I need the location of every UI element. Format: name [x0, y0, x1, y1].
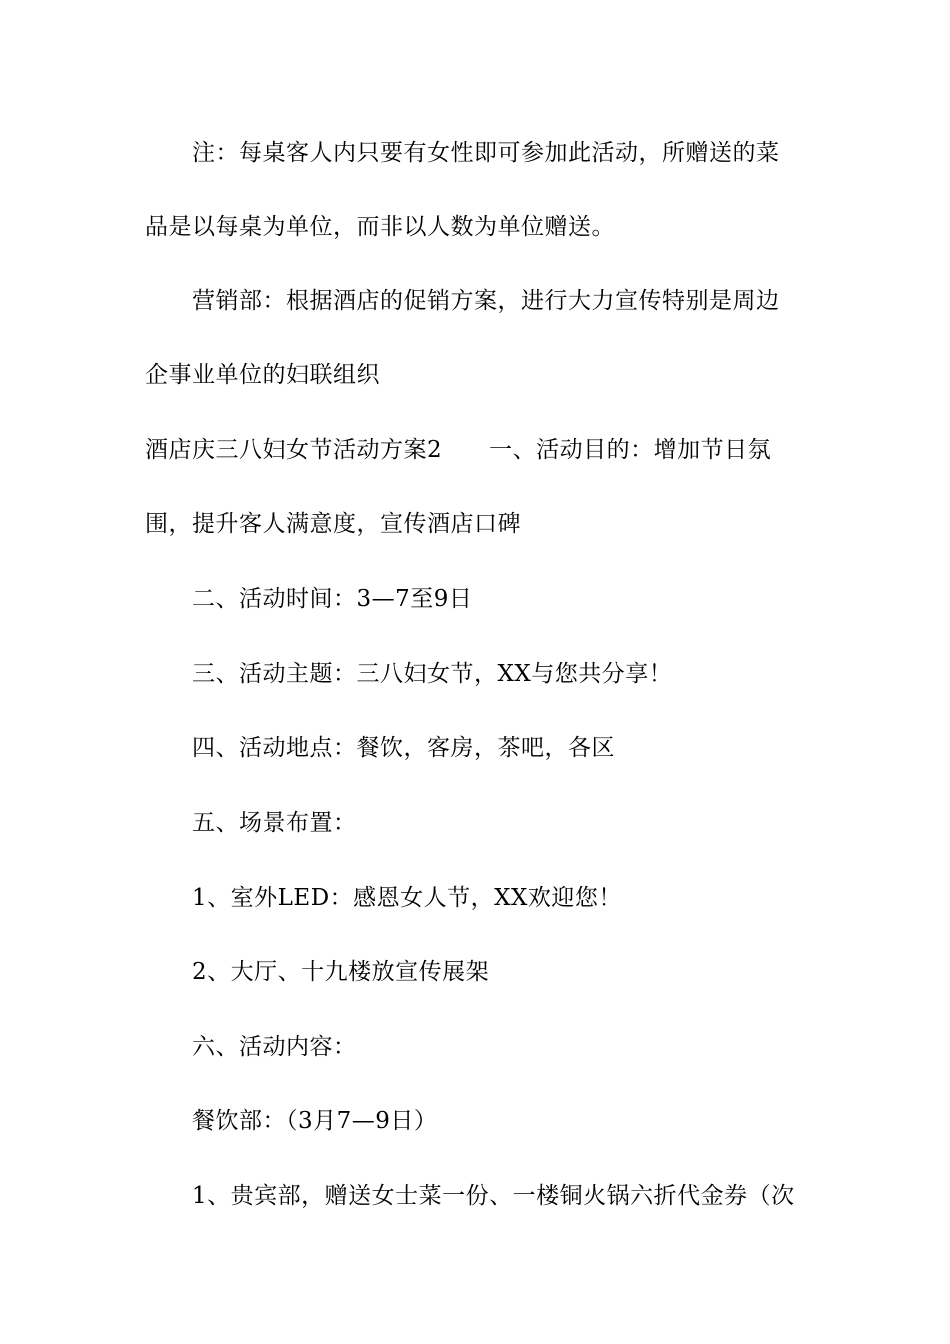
paragraph-line: 三、活动主题：三八妇女节，XX与您共分享！: [192, 661, 673, 687]
paragraph-line: 营销部：根据酒店的促销方案，进行大力宣传特别是周边: [192, 288, 780, 314]
paragraph-line: 四、活动地点：餐饮，客房，茶吧，各区: [192, 735, 615, 761]
paragraph-line: 六、活动内容：: [192, 1034, 357, 1060]
paragraph-line: 注：每桌客人内只要有女性即可参加此活动，所赠送的菜: [192, 140, 780, 166]
paragraph-line: 企事业单位的妇联组织: [145, 362, 380, 388]
paragraph-line: 1、室外LED：感恩女人节，XX欢迎您！: [192, 885, 622, 911]
paragraph-line: 品是以每桌为单位，而非以人数为单位赠送。: [145, 214, 615, 240]
paragraph-line: 1、贵宾部，赠送女士菜一份、一楼铜火锅六折代金券（次: [192, 1183, 795, 1209]
paragraph-line: 围，提升客人满意度，宣传酒店口碑: [145, 511, 521, 537]
paragraph-line: 餐饮部：（3月7—9日）: [192, 1108, 438, 1134]
paragraph-line: 二、活动时间：3—7至9日: [192, 586, 473, 612]
paragraph-line: 酒店庆三八妇女节活动方案2 一、活动目的：增加节日氛: [145, 437, 772, 463]
paragraph-line: 2、大厅、十九楼放宣传展架: [192, 959, 490, 985]
paragraph-line: 五、场景布置：: [192, 810, 357, 836]
